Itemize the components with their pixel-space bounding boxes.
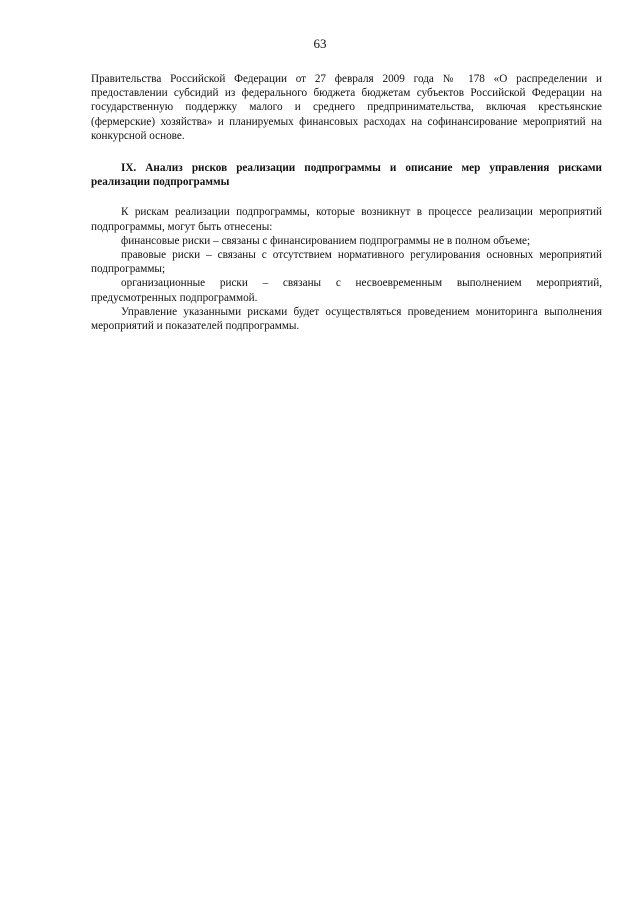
risks-intro-paragraph: К рискам реализации подпрограммы, которые возникнут в процессе реализации мероприятий подпрограммы, могут быть отнесены: [91,206,602,233]
page-content [91,72,602,333]
organizational-risks-paragraph: организационные риски – связаны с несвоевременным выполнением мероприятий, предусмотренных подпрограммой. [91,277,602,304]
intro-paragraph: Правительства Российской Федерации от 27 февраля 2009 года № 178 «О распределении и предоставлении субсидий из федерального бюджета бюджетам субъектов Российской Федерации на государственную поддержку малого и среднего предпринимательства, включая крестьянские (фермерские) хозяйства» и планируемых финансовых расходах на софинансирование мероприятий на конкурсной основе. [91,73,602,142]
page-number: 63 [313,36,327,51]
section-heading: IX. Анализ рисков реализации подпрограммы и описание мер управления рисками реализации подпрограммы [91,162,602,189]
risk-management-paragraph: Управление указанными рисками будет осуществляться проведением мониторинга выполнения мероприятий и показателей подпрограммы. [91,305,602,333]
financial-risks-paragraph: финансовые риски – связаны с финансированием подпрограммы не в полном объеме; [121,234,531,247]
legal-risks-paragraph: правовые риски – связаны с отсутствием нормативного регулирования основных мероприятий подпрограммы; [91,249,602,276]
